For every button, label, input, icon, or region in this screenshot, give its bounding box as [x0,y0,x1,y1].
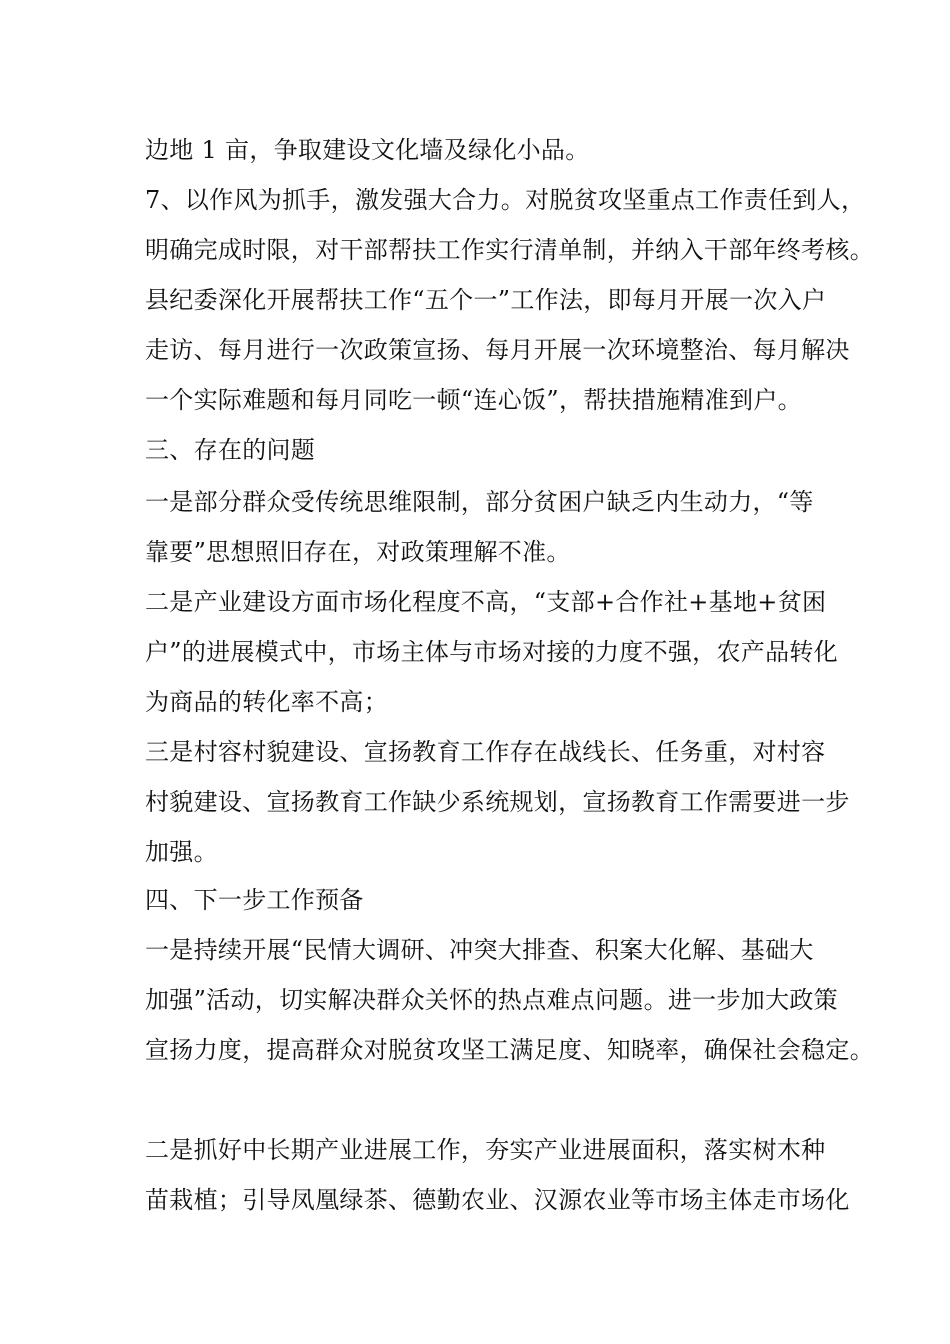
text-line: 一是持续开展“民情大调研、冲突大排查、积案大化解、基础大 [145,936,814,964]
section-heading: 四、下一步工作预备 [145,886,364,914]
section-heading: 三、存在的问题 [145,436,316,464]
text-line: 一个实际难题和每月同吃一顿“连心饭”，帮扶措施精准到户。 [145,386,802,414]
text-line: 边地 1 亩，争取建设文化墙及绿化小品。 [145,136,590,164]
text-line: 7、以作风为抓手，激发强大合力。对脱贫攻坚重点工作责任到人， [145,186,866,214]
text-line: 二是产业建设方面市场化程度不高，“支部+合作社+基地+贫困 [145,588,827,616]
text-line: 三是村容村貌建设、宣扬教育工作存在战线长、任务重，对村容 [145,738,826,766]
text-line: 苗栽植；引导凤凰绿茶、德勤农业、汉源农业等市场主体走市场化 [145,1186,850,1214]
text-line: 宣扬力度，提高群众对脱贫攻坚工满足度、知晓率，确保社会稳定。 [145,1036,874,1064]
text-line: 县纪委深化开展帮扶工作“五个一”工作法，即每月开展一次入户 [145,286,827,314]
text-line: 村貌建设、宣扬教育工作缺少系统规划，宣扬教育工作需要进一步 [145,788,850,816]
text-line: 一是部分群众受传统思维限制，部分贫困户缺乏内生动力，“等 [145,488,814,516]
text-line: 加强。 [145,838,218,866]
text-line: 二是抓好中长期产业进展工作，夯实产业进展面积，落实树木种 [145,1136,826,1164]
text-line: 加强”活动，切实解决群众关怀的热点难点问题。进一步加大政策 [145,986,838,1014]
text-line: 靠要”思想照旧存在，对政策理解不准。 [145,538,571,566]
text-line: 走访、每月进行一次政策宣扬、每月开展一次环境整治、每月解决 [145,336,850,364]
text-line: 户”的进展模式中，市场主体与市场对接的力度不强，农产品转化 [145,638,838,666]
text-line: 明确完成时限，对干部帮扶工作实行清单制，并纳入干部年终考核。 [145,236,874,264]
text-line: 为商品的转化率不高； [145,688,388,716]
